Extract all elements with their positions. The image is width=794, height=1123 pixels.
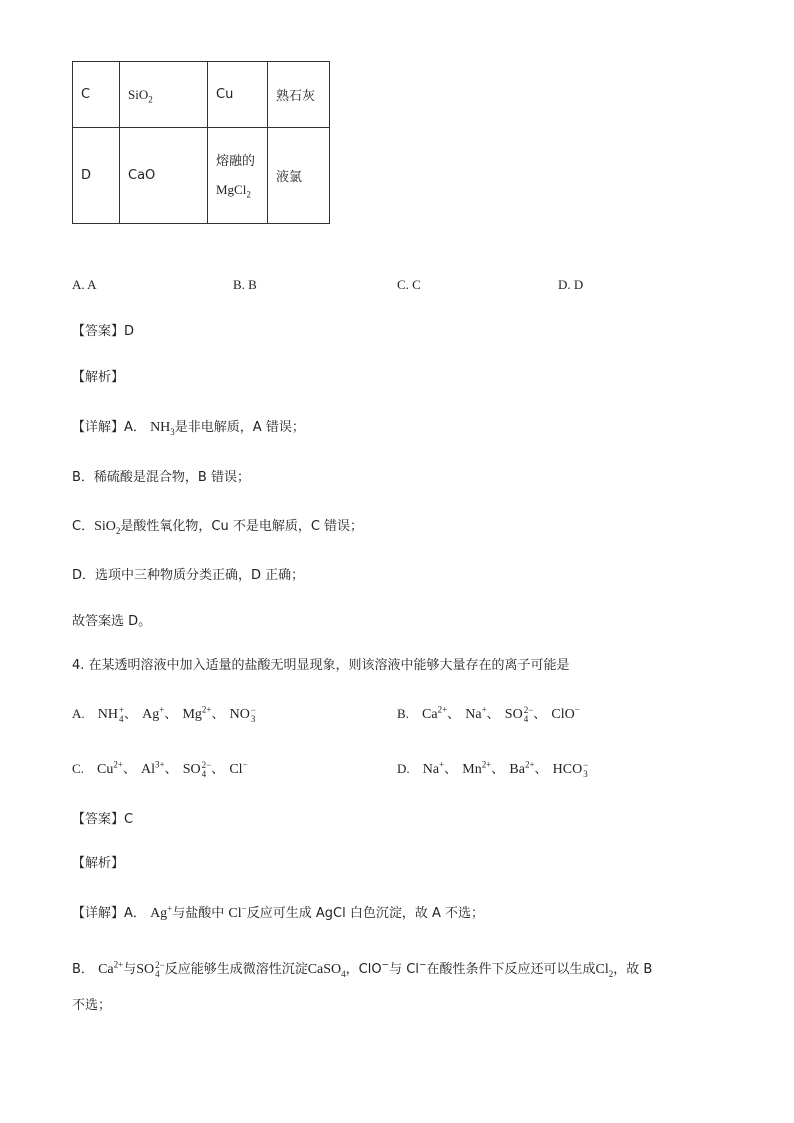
table-cell [268, 62, 330, 128]
analysis-tag: 【解析】 [72, 370, 125, 385]
detail-tag: 【详解】 [72, 420, 125, 435]
choice-c: C. C [397, 277, 421, 292]
choice-a: A. A [72, 277, 97, 292]
formula: SiO [128, 86, 149, 102]
detail-line: 【详解】A． Ag+与盐酸中 Cl−反应可生成 AgCl 白色沉淀，故 A 不选； [72, 903, 484, 921]
table-cell [73, 128, 120, 224]
answer-line [72, 320, 134, 339]
table-cell [208, 62, 268, 128]
answer-value: C [124, 812, 134, 827]
cell-text: Cu [216, 87, 234, 102]
option-c: C. $Cu^{2+}$、 $Al^{3+}$、 SO 2− 4 、 Cl− [72, 759, 248, 779]
table-cell [120, 128, 208, 224]
conclusion: 故答案选 D。 [72, 614, 152, 629]
table-row [73, 62, 330, 128]
formula: $NH_3$ [150, 420, 175, 437]
detail-line: 不选； [72, 998, 112, 1013]
detail-line: C．SiO$_2$是酸性氧化物，Cu 不是电解质，C 错误； [72, 519, 364, 536]
option-b: B. $Ca^{2+}$、 Na+、 SO 2− 4 、 ClO− [397, 704, 580, 724]
cell-text: 液氯 [276, 170, 303, 185]
detail-tag: 【详解】 [72, 906, 125, 921]
choice-b: B. B [233, 277, 257, 292]
answer-value: D [124, 324, 135, 339]
table-cell [268, 128, 330, 224]
option-a: A. NH + 4 、 Ag+、 $Mg^{2+}$、 NO − 3 [72, 704, 256, 724]
formula: MgCl$_2$ [216, 181, 251, 200]
row-label: C [81, 87, 91, 102]
answer-tag: 【答案】 [72, 812, 125, 827]
table-row [73, 128, 330, 224]
subscript: 2 [148, 94, 153, 105]
question-stem: 4. 在某透明溶液中加入适量的盐酸无明显现象，则该溶液中能够大量存在的离子可能是 [72, 658, 570, 673]
formula: SiO$_2$ [94, 519, 121, 536]
cell-text: 熟石灰 [276, 89, 316, 104]
options-table [72, 61, 330, 224]
detail-line: 【详解】A． $NH_3$是非电解质，A 错误； [72, 420, 305, 437]
cell-text: CaO [128, 168, 156, 183]
detail-line: B． $Ca^{2+}$与SO 2− 4 反应能够生成微溶性沉淀CaSO$_4$，ClO−与 Cl−在酸性条件下反应还可以生成$Cl_2$，故 B [72, 959, 653, 979]
detail-line: B．稀硫酸是混合物，B 错误； [72, 470, 250, 485]
table-cell [73, 62, 120, 128]
answer-line [72, 808, 133, 827]
answer-tag: 【答案】 [72, 324, 125, 339]
table-cell [120, 62, 208, 128]
cell-text: 熔融的 [216, 153, 256, 169]
option-d: D. Na+、 $Mn^{2+}$、 $Ba^{2+}$、 HCO − 3 [397, 759, 589, 779]
choice-d: D. D [558, 277, 584, 292]
row-label: D [81, 168, 92, 183]
table-cell [208, 128, 268, 224]
detail-line: D．选项中三种物质分类正确，D 正确； [72, 568, 305, 583]
analysis-tag: 【解析】 [72, 856, 125, 871]
